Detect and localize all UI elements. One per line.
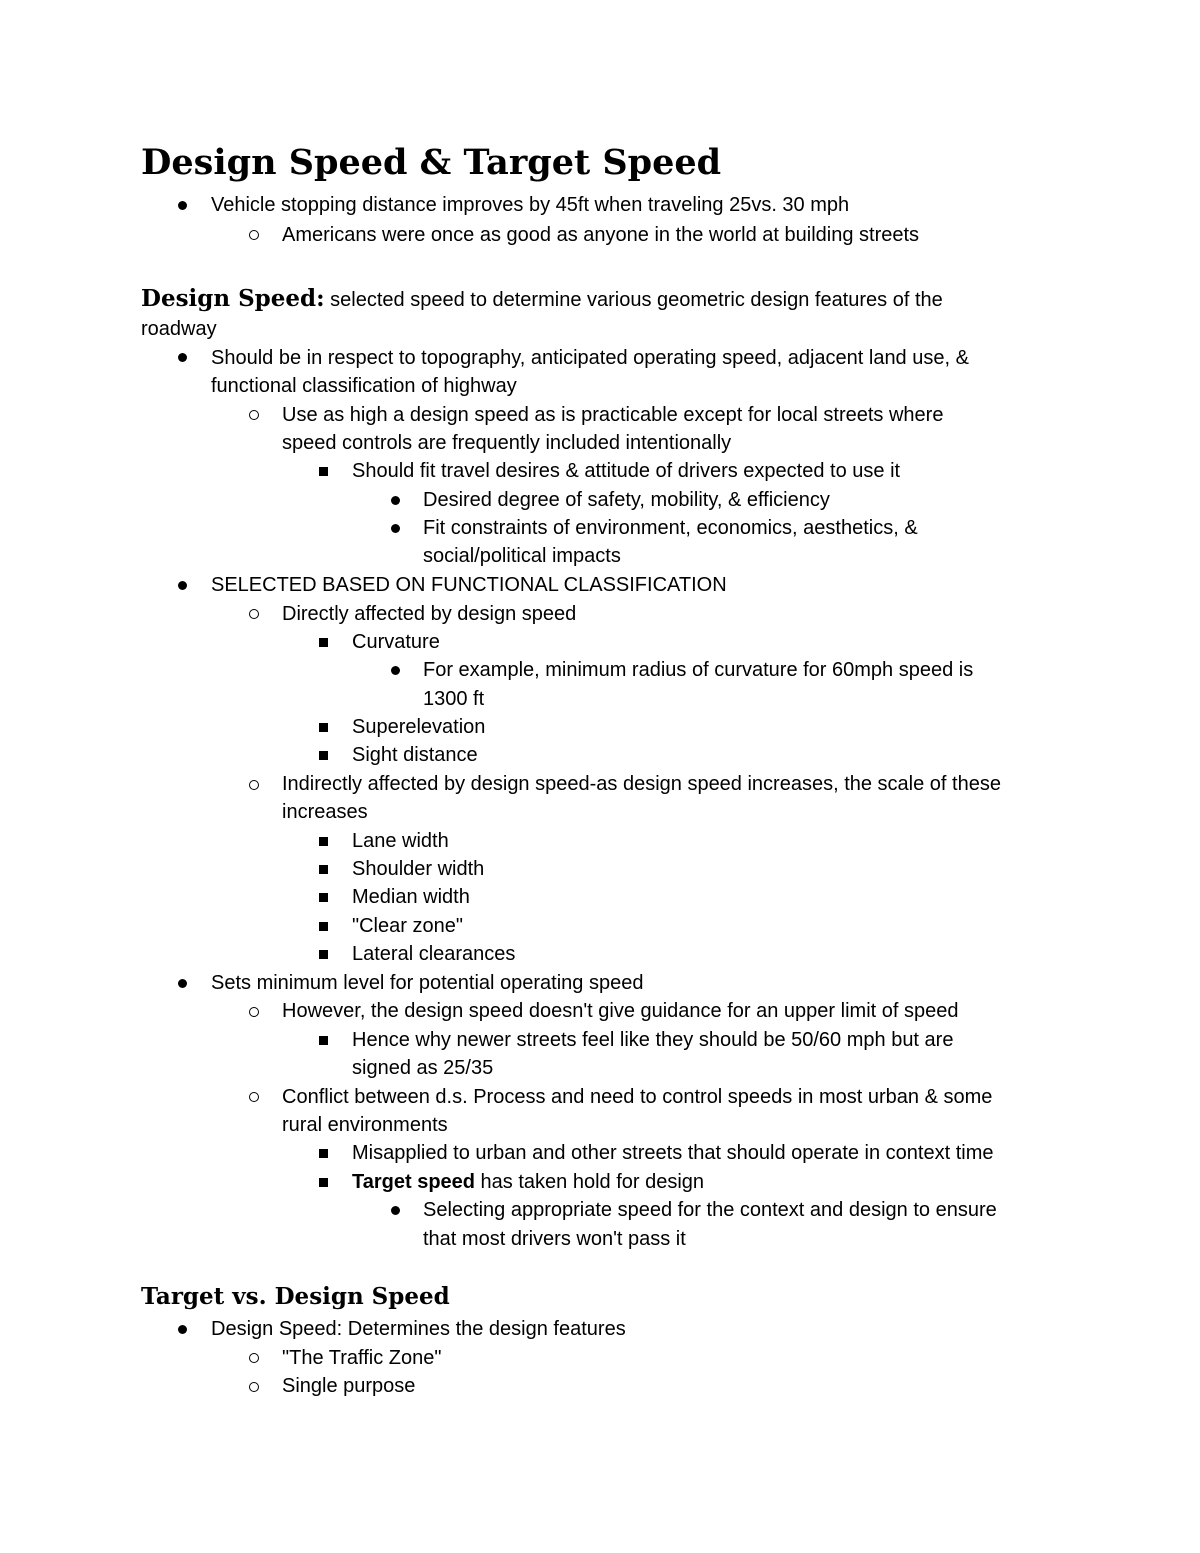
list-item-continuation: increases <box>282 801 368 823</box>
bullet-disc <box>178 979 187 988</box>
bullet-square <box>319 922 328 931</box>
bullet-disc <box>391 524 400 533</box>
list-item: Hence why newer streets feel like they should be 50/60 mph but are <box>352 1029 954 1051</box>
bullet-square <box>319 865 328 874</box>
list-item: Sight distance <box>352 744 478 766</box>
bullet-square <box>319 1149 328 1158</box>
list-item: SELECTED BASED ON FUNCTIONAL CLASSIFICATION <box>211 574 727 596</box>
definition-text: selected speed to determine various geometric design features of the roadway <box>141 289 943 340</box>
bullet-disc <box>178 581 187 590</box>
list-item: Conflict between d.s. Process and need to control speeds in most urban & some <box>282 1086 993 1108</box>
bullet-square <box>319 1178 328 1187</box>
list-item: Directly affected by design speed <box>282 603 577 625</box>
bullet-circle <box>249 1353 259 1363</box>
bullet-circle <box>249 780 259 790</box>
design-speed-definition <box>141 284 1021 344</box>
list-item: Lane width <box>352 830 449 852</box>
section-heading: Target vs. Design Speed <box>141 1283 450 1310</box>
bullet-disc <box>178 353 187 362</box>
list-item: Superelevation <box>352 716 486 738</box>
list-item-continuation: that most drivers won't pass it <box>423 1228 686 1250</box>
list-item-continuation: social/political impacts <box>423 545 621 567</box>
list-item: Selecting appropriate speed for the context and design to ensure <box>423 1199 997 1221</box>
list-item: Shoulder width <box>352 858 485 880</box>
bullet-square <box>319 837 328 846</box>
bullet-square <box>319 1036 328 1045</box>
bullet-disc <box>391 666 400 675</box>
list-item-continuation: functional classification of highway <box>211 375 517 397</box>
list-item: Indirectly affected by design speed-as design speed increases, the scale of these <box>282 773 1001 795</box>
list-item: Should fit travel desires & attitude of drivers expected to use it <box>352 460 901 482</box>
bullet-square <box>319 723 328 732</box>
list-item: Should be in respect to topography, anticipated operating speed, adjacent land use, & <box>211 347 969 369</box>
bullet-square <box>319 751 328 760</box>
bullet-circle <box>249 230 259 240</box>
bullet-circle <box>249 609 259 619</box>
bullet-circle <box>249 1007 259 1017</box>
list-item: For example, minimum radius of curvature for 60mph speed is <box>423 659 974 681</box>
list-item: Median width <box>352 886 470 908</box>
bullet-square <box>319 893 328 902</box>
list-item: Americans were once as good as anyone in the world at building streets <box>282 224 920 246</box>
bullet-circle <box>249 1382 259 1392</box>
list-item: However, the design speed doesn't give guidance for an upper limit of speed <box>282 1000 959 1022</box>
list-item: "The Traffic Zone" <box>282 1347 442 1369</box>
list-item: Design Speed: Determines the design features <box>211 1318 626 1340</box>
definition-term: Design Speed: <box>141 285 325 312</box>
page-title: Design Speed & Target Speed <box>141 142 722 183</box>
list-item: Lateral clearances <box>352 943 516 965</box>
list-item-continuation: signed as 25/35 <box>352 1057 494 1079</box>
bullet-square <box>319 467 328 476</box>
list-item: Single purpose <box>282 1375 416 1397</box>
list-item-continuation: rural environments <box>282 1114 448 1136</box>
bullet-disc <box>178 1325 187 1334</box>
list-item: Fit constraints of environment, economics, aesthetics, & <box>423 517 918 539</box>
list-item <box>352 1168 704 1196</box>
bullet-square <box>319 950 328 959</box>
list-item: Use as high a design speed as is practicable except for local streets where <box>282 404 944 426</box>
bullet-circle <box>249 1092 259 1102</box>
list-item: Vehicle stopping distance improves by 45ft when traveling 25vs. 30 mph <box>211 194 850 216</box>
bullet-disc <box>178 201 187 210</box>
list-item: Misapplied to urban and other streets that should operate in context time <box>352 1142 994 1164</box>
bullet-disc <box>391 1206 400 1215</box>
bullet-square <box>319 638 328 647</box>
list-item-continuation: speed controls are frequently included intentionally <box>282 432 732 454</box>
bullet-disc <box>391 496 400 505</box>
list-item: "Clear zone" <box>352 915 463 937</box>
target-speed-term: Target speed <box>352 1171 475 1193</box>
list-item: Desired degree of safety, mobility, & efficiency <box>423 489 830 511</box>
list-item-continuation: 1300 ft <box>423 688 485 710</box>
bullet-circle <box>249 410 259 420</box>
target-speed-text: has taken hold for design <box>475 1171 705 1193</box>
list-item: Sets minimum level for potential operating speed <box>211 972 644 994</box>
list-item: Curvature <box>352 631 440 653</box>
